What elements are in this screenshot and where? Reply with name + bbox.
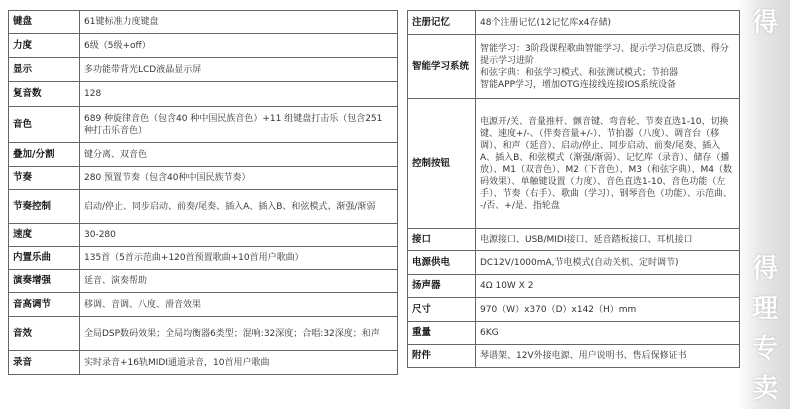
spec-value: 280 预置节奏（包含40种中国民族节奏） (80, 167, 398, 190)
watermark-char: 得 (751, 254, 778, 284)
spec-value: 135首（5首示范曲+120首预置歌曲+10首用户歌曲） (80, 247, 398, 270)
spec-value (476, 251, 740, 275)
table-row (408, 298, 740, 322)
spec-value (476, 229, 740, 251)
spec-value-line: 智能学习：3阶段课程歌曲智能学习、提示学习信息反馈、得分提示学习进阶 (480, 43, 729, 66)
spec-value-line: 电源开/关、音量推杆、颤音键、弯音轮、节奏直选1-10、切换键、速度+/-、（伴奏音量+/-）、节拍器（八度）、调音台（移调）、和声（延音）、启动/停止、同步启动、前奏/尾奏、插入A、插入B、和弦模式（渐强/渐弱）、记忆库（录音）、储存（播放）、M1（双音色）、M2（下音色）、M3（和弦字典）、M4（数码效果）、单触键设置（力度）、音色直选1-10、音色功能（左手）、节奏（右手）、歌曲（学习）、钢琴音色（功能）、示范曲、-/否、+/是、指轮盘 (480, 116, 733, 211)
spec-key: 重量 (408, 322, 476, 345)
spec-key: 电源供电 (408, 251, 476, 275)
spec-value-line: 电源接口、USB/MIDI接口、延音踏板接口、耳机接口 (480, 234, 693, 245)
table-row (408, 11, 740, 35)
spec-value: 全局DSP数码效果；全局均衡器6类型；混响:32深度；合唱:32深度；和声 (80, 317, 398, 351)
spec-value-line: 和弦字典：和弦学习模式、和弦测试模式；节拍器 (480, 67, 679, 78)
spec-value: 689 种旋律音色（包含40 种中国民族音色）+11 组键盘打击乐（包含251 种打击乐音色） (80, 107, 398, 143)
table-row (9, 317, 398, 351)
table-row (9, 11, 398, 34)
spec-value-line: 4Ω 10W X 2 (480, 281, 534, 291)
spec-key: 录音 (9, 351, 80, 375)
table-row (408, 251, 740, 275)
table-row (9, 107, 398, 143)
table-row (9, 34, 398, 58)
spec-key: 控制按钮 (408, 99, 476, 229)
table-row (9, 247, 398, 270)
table-row (9, 58, 398, 82)
spec-key: 显示 (9, 58, 80, 82)
table-row (408, 35, 740, 99)
table-row (408, 322, 740, 345)
spec-value (476, 99, 740, 229)
spec-value (476, 11, 740, 35)
spec-key: 智能学习系统 (408, 35, 476, 99)
table-row (9, 190, 398, 224)
spec-value (476, 322, 740, 345)
spec-key: 附件 (408, 345, 476, 368)
table-row (9, 167, 398, 190)
spec-value (476, 298, 740, 322)
watermark-char: 卖 (751, 374, 778, 404)
spec-value: 6级（5级+off） (80, 34, 398, 58)
spec-value-line: 智能APP学习，增加OTG连接线连接IOS系统设备 (480, 79, 677, 90)
spec-key: 节奏控制 (9, 190, 80, 224)
table-row (9, 293, 398, 317)
left-spec-table (8, 10, 398, 375)
spec-value (476, 35, 740, 99)
spec-key: 接口 (408, 229, 476, 251)
table-row (408, 229, 740, 251)
table-row (9, 351, 398, 375)
spec-value: 128 (80, 82, 398, 107)
table-row (408, 99, 740, 229)
spec-value-line: 970（W）x370（D）x142（H）mm (480, 304, 637, 315)
spec-key: 音色 (9, 107, 80, 143)
table-row (9, 224, 398, 247)
spec-value: 移调、音调、八度、滑音效果 (80, 293, 398, 317)
spec-key: 尺寸 (408, 298, 476, 322)
spec-value: 多功能带背光LCD液晶显示屏 (80, 58, 398, 82)
spec-value: 61键标准力度键盘 (80, 11, 398, 34)
watermark-char: 专 (751, 334, 778, 364)
spec-value-line: 琴谱架、12V外接电源、用户说明书、售后保修证书 (480, 351, 687, 361)
spec-value: 键分离、双音色 (80, 143, 398, 167)
table-row (408, 275, 740, 298)
spec-key: 键盘 (9, 11, 80, 34)
spec-key: 叠加/分割 (9, 143, 80, 167)
table-row (9, 82, 398, 107)
spec-key: 音效 (9, 317, 80, 351)
spec-value-line: 6KG (480, 328, 499, 338)
watermark-char: 理 (751, 294, 778, 324)
spec-key: 扬声器 (408, 275, 476, 298)
watermark-char: 得 (751, 8, 778, 38)
right-spec-table (407, 10, 740, 368)
table-row (9, 270, 398, 293)
spec-value: 启动/停止、同步启动、前奏/尾奏、插入A、插入B、和弦模式、渐强/渐弱 (80, 190, 398, 224)
spec-key: 演奏增强 (9, 270, 80, 293)
spec-value: 30-280 (80, 224, 398, 247)
spec-value (476, 275, 740, 298)
spec-value-line: DC12V/1000mA,节电模式(自动关机、定时调节) (480, 257, 679, 268)
spec-key: 注册记忆 (408, 11, 476, 35)
spec-value (476, 345, 740, 368)
spec-value: 实时录音+16轨MIDI通道录音，10首用户歌曲 (80, 351, 398, 375)
spec-key: 复音数 (9, 82, 80, 107)
spec-key: 节奏 (9, 167, 80, 190)
table-row (408, 345, 740, 368)
watermark-band (738, 0, 790, 409)
spec-key: 力度 (9, 34, 80, 58)
spec-value: 延音、演奏帮助 (80, 270, 398, 293)
spec-key: 内置乐曲 (9, 247, 80, 270)
table-row (9, 143, 398, 167)
spec-key: 音高调节 (9, 293, 80, 317)
spec-key: 速度 (9, 224, 80, 247)
spec-value-line: 48个注册记忆(12记忆库x4存储) (480, 17, 611, 28)
